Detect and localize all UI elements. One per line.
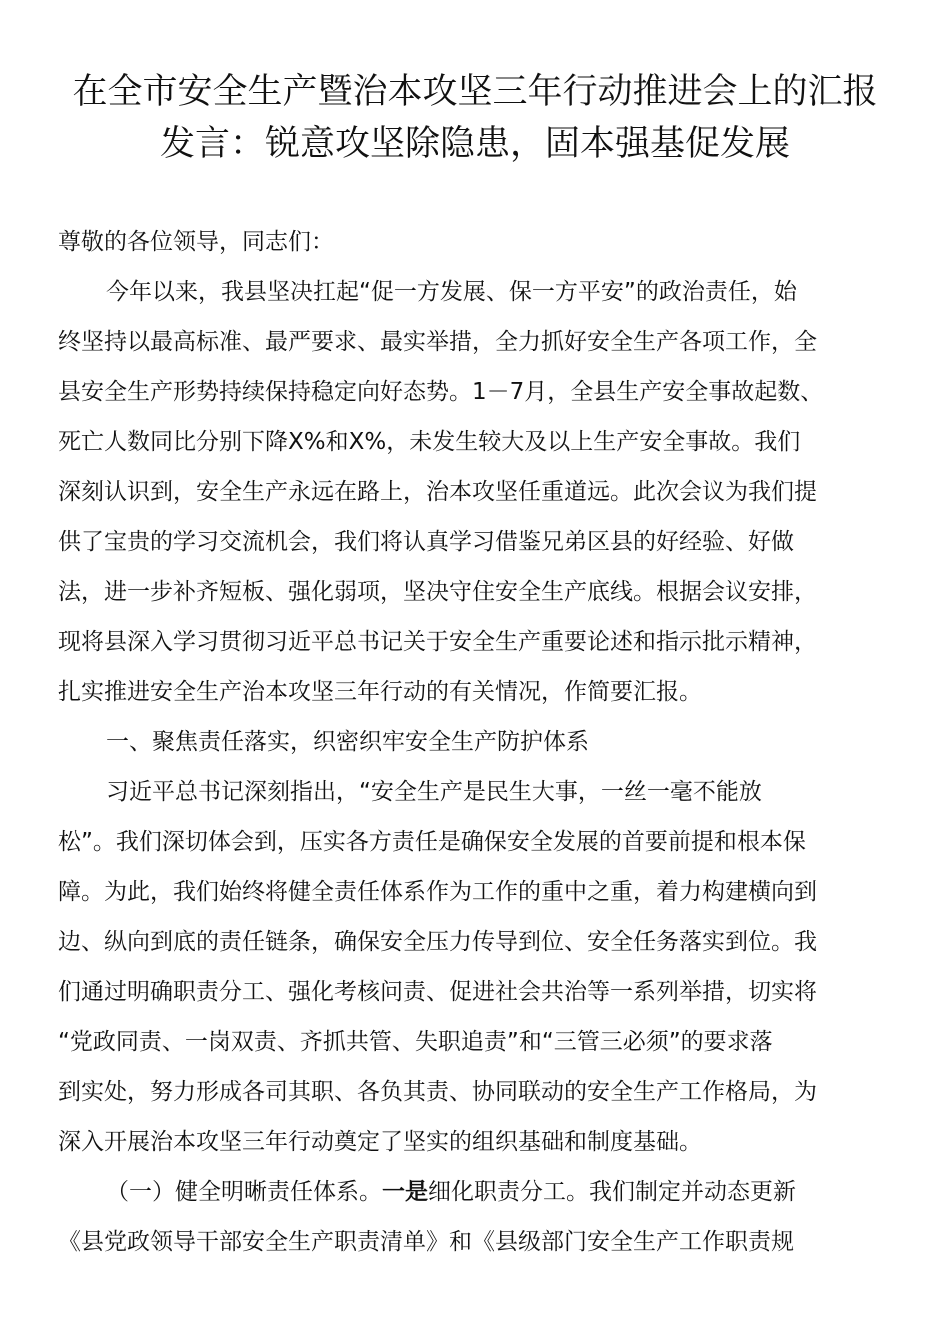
- intro-line-7: 法，进一步补齐短板、强化弱项，坚决守住安全生产底线。根据会议安排，: [58, 579, 817, 605]
- intro-line-1: 今年以来，我县坚决扛起“促一方发展、保一方平安”的政治责任，始: [106, 279, 797, 305]
- section-1-line-7: 到实处，努力形成各司其职、各负其责、协同联动的安全生产工作格局，为: [58, 1079, 817, 1105]
- intro-line-9: 扎实推进安全生产治本攻坚三年行动的有关情况，作简要汇报。: [58, 679, 702, 705]
- section-1-line-3: 障。为此，我们始终将健全责任体系作为工作的重中之重，着力构建横向到: [58, 879, 817, 905]
- subsection-1-bold: 一是: [382, 1179, 428, 1205]
- section-1-line-8: 深入开展治本攻坚三年行动奠定了坚实的组织基础和制度基础。: [58, 1129, 702, 1155]
- section-1-line-1: 习近平总书记深刻指出，“安全生产是民生大事，一丝一毫不能放: [106, 779, 762, 805]
- intro-line-5: 深刻认识到，安全生产永远在路上，治本攻坚任重道远。此次会议为我们提: [58, 479, 817, 505]
- section-1-line-2: 松”。我们深切体会到，压实各方责任是确保安全发展的首要前提和根本保: [58, 829, 806, 855]
- subsection-1-rest: 细化职责分工。我们制定并动态更新: [428, 1179, 796, 1205]
- intro-line-8: 现将县深入学习贯彻习近平总书记关于安全生产重要论述和指示批示精神，: [58, 629, 817, 655]
- section-1-heading: 一、聚焦责任落实，织密织牢安全生产防护体系: [106, 729, 589, 755]
- intro-line-6: 供了宝贵的学习交流机会，我们将认真学习借鉴兄弟区县的好经验、好做: [58, 529, 794, 555]
- section-1-line-5: 们通过明确职责分工、强化考核问责、促进社会共治等一系列举措，切实将: [58, 979, 817, 1005]
- document-body: [58, 217, 894, 1267]
- salutation: 尊敬的各位领导，同志们：: [58, 229, 334, 255]
- subsection-1-line-2: 《县党政领导干部安全生产职责清单》和《县级部门安全生产工作职责规: [58, 1229, 794, 1255]
- section-1-line-4: 边、纵向到底的责任链条，确保安全压力传导到位、安全任务落实到位。我: [58, 929, 817, 955]
- intro-line-4: 死亡人数同比分别下降X%和X%，未发生较大及以上生产安全事故。我们: [58, 429, 801, 455]
- title-line-2: 发言：锐意攻坚除隐患，固本强基促发展: [159, 124, 790, 164]
- subsection-1-line-1: [58, 1167, 894, 1217]
- section-1-line-6: “党政同责、一岗双责、齐抓共管、失职追责”和“三管三必须”的要求落: [58, 1029, 773, 1055]
- document-title: [40, 66, 910, 170]
- intro-line-3: 县安全生产形势持续保持稳定向好态势。1－7月，全县生产安全事故起数、: [58, 379, 824, 405]
- subsection-1-prefix: （一）健全明晰责任体系。: [106, 1179, 382, 1205]
- intro-line-2: 终坚持以最高标准、最严要求、最实举措，全力抓好安全生产各项工作，全: [58, 329, 817, 355]
- title-line-1: 在全市安全生产暨治本攻坚三年行动推进会上的汇报: [72, 72, 878, 112]
